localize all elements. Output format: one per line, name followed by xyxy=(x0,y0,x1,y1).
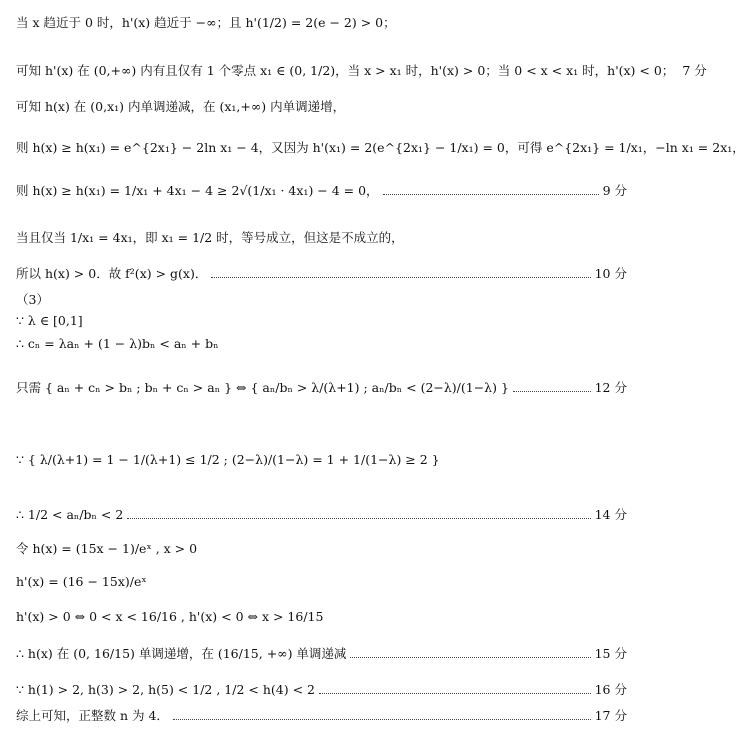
score-label: 12 分 xyxy=(594,380,627,395)
line-text: 当 x 趋近于 0 时，h'(x) 趋近于 −∞；且 h'(1/2) = 2(e − 2) > 0； xyxy=(16,15,396,30)
line-text: ∵ { λ/(λ+1) = 1 − 1/(λ+1) ≤ 1/2 ; (2−λ)/(1−λ) = 1 + 1/(1−λ) ≥ 2 } xyxy=(16,452,440,467)
line-7 xyxy=(16,266,627,282)
line-6 xyxy=(16,230,627,246)
line-text: ∵ λ ∈ [0,1] xyxy=(16,313,83,328)
line-text: 则 h(x) ≥ h(x₁) = e^{2x₁} − 2ln x₁ − 4，又因为 h'(x₁) = 2(e^{2x₁} − 1/x₁) = 0，可得 e^{2x₁} = 1/x₁，−ln x₁ = 2x₁， xyxy=(16,140,745,155)
line-text: ∴ cₙ = λaₙ + (1 − λ)bₙ < aₙ + bₙ xyxy=(16,336,219,351)
line-5 xyxy=(16,183,627,199)
line-text: 可知 h'(x) 在 (0,+∞) 内有且仅有 1 个零点 x₁ ∈ (0, 1/2)，当 x > x₁ 时，h'(x) > 0；当 0 < x < x₁ 时，h'(x) < 0； xyxy=(16,63,675,78)
leader-dots xyxy=(319,693,591,694)
line-text: 则 h(x) ≥ h(x₁) = 1/x₁ + 4x₁ − 4 ≥ 2√(1/x₁ · 4x₁) − 4 = 0， xyxy=(16,183,379,198)
line-text: ∵ h(1) > 2, h(3) > 2, h(5) < 1/2 , 1/2 < h(4) < 2 xyxy=(16,682,315,697)
leader-dots xyxy=(173,719,591,720)
line-1 xyxy=(16,15,627,31)
line-17 xyxy=(16,646,627,662)
line-text: ∴ 1/2 < aₙ/bₙ < 2 xyxy=(16,507,124,522)
line-text: 当且仅当 1/x₁ = 4x₁，即 x₁ = 1/2 时，等号成立，但这是不成立的， xyxy=(16,230,404,245)
line-text: 所以 h(x) > 0．故 f²(x) > g(x)． xyxy=(16,266,208,281)
score-label: 14 分 xyxy=(594,507,627,522)
line-14 xyxy=(16,541,627,557)
line-2 xyxy=(16,63,707,79)
line-12 xyxy=(16,452,627,468)
line-4 xyxy=(16,140,745,156)
line-text: 可知 h(x) 在 (0,x₁) 内单调递减，在 (x₁,+∞) 内单调递增， xyxy=(16,99,346,114)
leader-dots xyxy=(350,657,590,658)
line-text: 综上可知，正整数 n 为 4． xyxy=(16,708,169,723)
line-text: 令 h(x) = (15x − 1)/eˣ , x > 0 xyxy=(16,541,198,556)
line-text: （3） xyxy=(16,292,49,307)
line-11 xyxy=(16,380,627,396)
line-text: ∴ h(x) 在 (0, 16/15) 单调递增，在 (16/15, +∞) 单调递减 xyxy=(16,646,347,661)
score-label: 15 分 xyxy=(594,646,627,661)
line-19 xyxy=(16,708,627,724)
line-18 xyxy=(16,682,627,698)
line-13 xyxy=(16,507,627,523)
score-label: 7 分 xyxy=(682,63,707,78)
line-text: h'(x) = (16 − 15x)/eˣ xyxy=(16,574,147,589)
leader-dots xyxy=(211,277,590,278)
line-text: h'(x) > 0 ⇔ 0 < x < 16/16 , h'(x) < 0 ⇔ x > 16/15 xyxy=(16,609,324,624)
line-10 xyxy=(16,336,627,352)
line-16 xyxy=(16,609,627,625)
line-9 xyxy=(16,313,627,329)
line-15 xyxy=(16,574,627,590)
score-label: 10 分 xyxy=(594,266,627,281)
score-label: 16 分 xyxy=(594,682,627,697)
line-3 xyxy=(16,99,627,115)
line-text: 只需 { aₙ + cₙ > bₙ ; bₙ + cₙ > aₙ } ⇔ { aₙ/bₙ > λ/(λ+1) ; aₙ/bₙ < (2−λ)/(1−λ) } xyxy=(16,380,509,395)
leader-dots xyxy=(127,518,590,519)
leader-dots xyxy=(383,194,599,195)
score-label: 9 分 xyxy=(602,183,627,198)
leader-dots xyxy=(513,391,591,392)
line-8 xyxy=(16,292,627,308)
score-label: 17 分 xyxy=(594,708,627,723)
